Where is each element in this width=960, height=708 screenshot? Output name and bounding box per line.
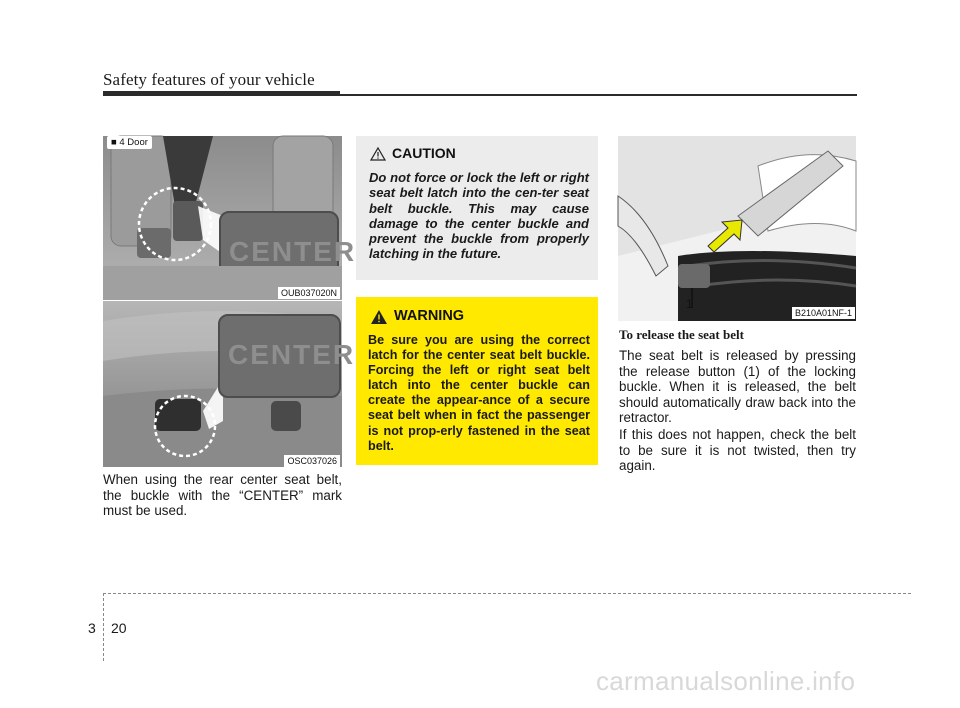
warning-triangle-icon <box>370 309 388 325</box>
header-rule-thick <box>103 91 340 96</box>
figure-center-buckle-top <box>103 136 357 300</box>
section-number: 3 <box>88 620 96 636</box>
watermark: carmanualsonline.info <box>596 666 856 696</box>
caution-body: Do not force or lock the left or right seat belt latch into the cen-ter seat belt buckle. This may cause damage to the center buckle and prevent the buckle from properly latching in the future. <box>369 170 589 262</box>
figure-center-buckle-bottom <box>103 301 356 467</box>
figure-caption: OSC037026 <box>284 455 340 467</box>
footer-divider <box>103 593 911 594</box>
center-label-text: CENTER <box>228 339 356 370</box>
warning-title: WARNING <box>394 308 465 324</box>
callout-number: 1 <box>686 297 693 311</box>
retry-instruction-paragraph: If this does not happen, check the belt to be sure it is not twisted, then try again. <box>619 427 856 474</box>
warning-body: Be sure you are using the correct latch for the center seat belt buckle. Forcing the left or right seat belt latch into the center buckle can create the appear-ance of a secure seat belt when in fact the passenger is not prop-erly fastened in the seat belt. <box>368 333 590 453</box>
footer-vertical-divider <box>103 593 104 661</box>
door-variant-badge: ■ 4 Door <box>107 136 152 149</box>
figure-caption: OUB037020N <box>278 287 340 299</box>
header-rule-thin <box>340 94 857 96</box>
caution-box <box>356 136 598 280</box>
release-instruction-paragraph: The seat belt is released by pressing the release button (1) of the locking buckle. When it is released, the belt should automatically draw back into the retractor. <box>619 348 856 426</box>
caution-title: CAUTION <box>392 145 456 161</box>
page-header-title: Safety features of your vehicle <box>103 70 315 89</box>
warning-triangle-icon <box>370 147 386 161</box>
warning-box <box>356 297 598 465</box>
figure-caption: B210A01NF-1 <box>792 307 855 319</box>
section-heading: To release the seat belt <box>619 327 744 342</box>
center-label-text: CENTER <box>229 236 357 267</box>
figure-release-button <box>618 136 856 321</box>
page-number: 20 <box>111 620 127 636</box>
center-buckle-instruction: When using the rear center seat belt, the buckle with the “CENTER” mark must be used. <box>103 472 342 519</box>
